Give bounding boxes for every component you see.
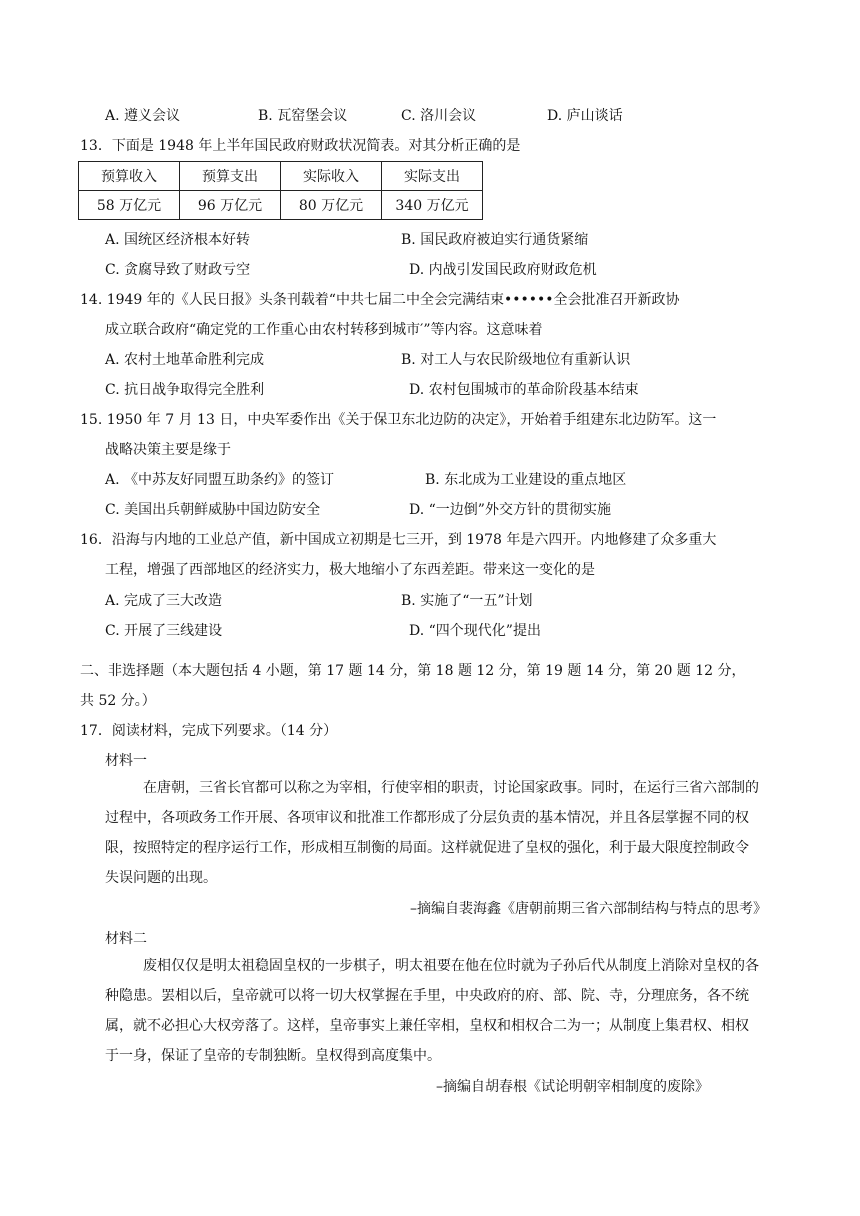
table-cell: 96 万亿元 xyxy=(180,191,281,220)
q14-option-b: B. 对工人与农民阶级地位有重新认识 xyxy=(401,352,631,368)
q12-option-b: B. 瓦窑堡会议 xyxy=(258,108,348,124)
q14-option-d: D. 农村包围城市的革命阶段基本结束 xyxy=(409,382,639,398)
q15-stem-line2: 战略决策主要是缘于 xyxy=(105,442,231,458)
q13-option-a: A. 国统区经济根本好转 xyxy=(105,232,251,248)
table-cell: 340 万亿元 xyxy=(382,191,483,220)
q16-stem-line1: 16．沿海与内地的工业总产值，新中国成立初期是七三开，到 1978 年是六四开。内地修建了众多重大 xyxy=(80,532,717,548)
q13-option-b: B. 国民政府被迫实行通货紧缩 xyxy=(401,232,589,248)
table-header-cell: 实际收入 xyxy=(281,162,382,191)
finance-table xyxy=(78,161,483,220)
material-2-text: 废相仅仅是明太祖稳固皇权的一步棋子，明太祖要在他在位时就为子孙后代从制度上消除对皇权的各种隐患。罢相以后，皇帝就可以将一切大权掌握在手里，中央政府的府、部、院、寺，分理庶务，各不统属，就不必担心大权旁落了。这样，皇帝事实上兼任宰相，皇权和相权合二为一；从制度上集君权、相权于一身，保证了皇帝的专制独断。皇权得到高度集中。 xyxy=(105,958,759,1064)
section2-heading-line2: 共 52 分。） xyxy=(80,693,156,709)
q16-stem-line2: 工程，增强了西部地区的经济实力，极大地缩小了东西差距。带来这一变化的是 xyxy=(105,562,595,578)
table-header-cell: 实际支出 xyxy=(382,162,483,191)
material-2-label: 材料二 xyxy=(105,931,147,947)
q14-stem-line2: 成立联合政府“确定党的工作重心由农村转移到城市′”等内容。这意味着 xyxy=(105,322,543,338)
q12-option-a: A. 遵义会议 xyxy=(105,108,181,124)
section2-heading-line1: 二、非选择题（本大题包括 4 小题，第 17 题 14 分，第 18 题 12 分，第 19 题 14 分，第 20 题 12 分， xyxy=(80,663,746,679)
table-row xyxy=(79,191,483,220)
material-2-source: –摘编自胡春根《试论明朝宰相制度的废除》 xyxy=(436,1079,709,1095)
q16-option-c: C. 开展了三线建设 xyxy=(105,623,223,639)
q15-option-c: C. 美国出兵朝鲜威胁中国边防安全 xyxy=(105,502,321,518)
table-header-cell: 预算支出 xyxy=(180,162,281,191)
q16-option-d: D. “四个现代化”提出 xyxy=(409,623,541,639)
q14-option-c: C. 抗日战争取得完全胜利 xyxy=(105,382,265,398)
material-1-text: 在唐朝，三省长官都可以称之为宰相，行使宰相的职责，讨论国家政事。同时，在运行三省六部制的过程中，各项政务工作开展、各项审议和批准工作都形成了分层负责的基本情况，并且各层掌握不同的权限，按照特定的程序运行工作，形成相互制衡的局面。这样就促进了皇权的强化，利于最大限度控制政令失误问题的出现。 xyxy=(105,780,759,886)
q17-stem: 17．阅读材料，完成下列要求。（14 分） xyxy=(80,723,338,739)
q12-option-c: C. 洛川会议 xyxy=(401,108,477,124)
table-cell: 58 万亿元 xyxy=(79,191,180,220)
q15-option-b: B. 东北成为工业建设的重点地区 xyxy=(425,472,627,488)
q14-option-a: A. 农村土地革命胜利完成 xyxy=(105,352,265,368)
table-header-cell: 预算收入 xyxy=(79,162,180,191)
q13-option-c: C. 贪腐导致了财政亏空 xyxy=(105,262,251,278)
material-1-label: 材料一 xyxy=(105,753,147,769)
material-1-source: –摘编自裴海鑫《唐朝前期三省六部制结构与特点的思考》 xyxy=(410,901,767,917)
q15-option-d: D. “一边倒”外交方针的贯彻实施 xyxy=(409,502,611,518)
table-header-row xyxy=(79,162,483,191)
q16-option-b: B. 实施了“一五”计划 xyxy=(401,593,533,609)
table-cell: 80 万亿元 xyxy=(281,191,382,220)
q12-option-d: D. 庐山谈话 xyxy=(547,108,623,124)
q15-stem-line1: 15. 1950 年 7 月 13 日，中央军委作出《关于保卫东北边防的决定》，开始着手组建东北边防军。这一 xyxy=(80,412,717,428)
q16-option-a: A. 完成了三大改造 xyxy=(105,593,223,609)
q13-option-d: D. 内战引发国民政府财政危机 xyxy=(409,262,597,278)
q14-stem-line1: 14. 1949 年的《人民日报》头条刊载着“中共七届二中全会完满结束••••••全会批准召开新政协 xyxy=(80,292,680,308)
q15-option-a: A. 《中苏友好同盟互助条约》的签订 xyxy=(105,472,335,488)
q13-stem: 13．下面是 1948 年上半年国民政府财政状况简表。对其分析正确的是 xyxy=(80,138,521,154)
